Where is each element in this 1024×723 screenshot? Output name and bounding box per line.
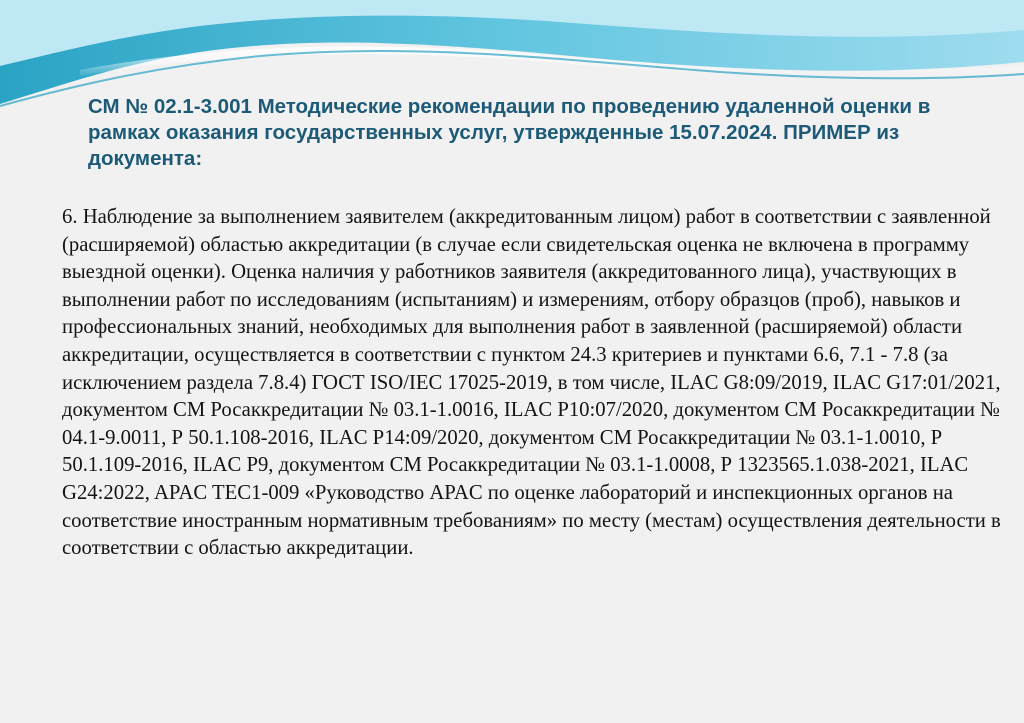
body-text: 6. Наблюдение за выполнением заявителем (аккредитованным лицом) работ в соответствии с заявленной (расширяемой) областью аккредитации (в случае если свидетельская оценка не включена в программу выездной оценки). Оценка наличия у работников заявителя (аккредитованного лица), участвующих в выполнении работ по исследованиям (испытаниям) и измерениям, отбору образцов (проб), навыков и профессиональных знаний, необходимых для выполнения работ в заявленной (расширяемой) области аккредитации, осуществляется в соответствии с пунктом 24.3 критериев и пунктами 6.6, 7.1 - 7.8 (за исключением раздела 7.8.4) ГОСТ ISO/IEC 17025-2019, в том числе, ILAC G8:09/2019, ILAC G17:01/2021, документом СМ Росаккредитации № 03.1-1.0016, ILAC P10:07/2020, документом СМ Росаккредитации № 04.1-9.0011, Р 50.1.108-2016, ILAC P14:09/2020, документом СМ Росаккредитации № 03.1-1.0010, Р 50.1.109-2016, ILAC P9, документом СМ Росаккредитации № 03.1-1.0008, Р 1323565.1.038-2021, ILAC G24:2022, APAC TEC1-009 «Руководство APAC по оценке лабораторий и инспекционных органов на соответствие иностранным нормативным требованиям» по месту (местам) осуществления деятельности в соответствии с областью аккредитации. (62, 206, 1001, 560)
slide-title: СМ № 02.1-3.001 Методические рекомендации по проведению удаленной оценки в рамках оказания государственных услуг, утвержденные 15.07.2024. ПРИМЕР из документа: (88, 95, 931, 170)
